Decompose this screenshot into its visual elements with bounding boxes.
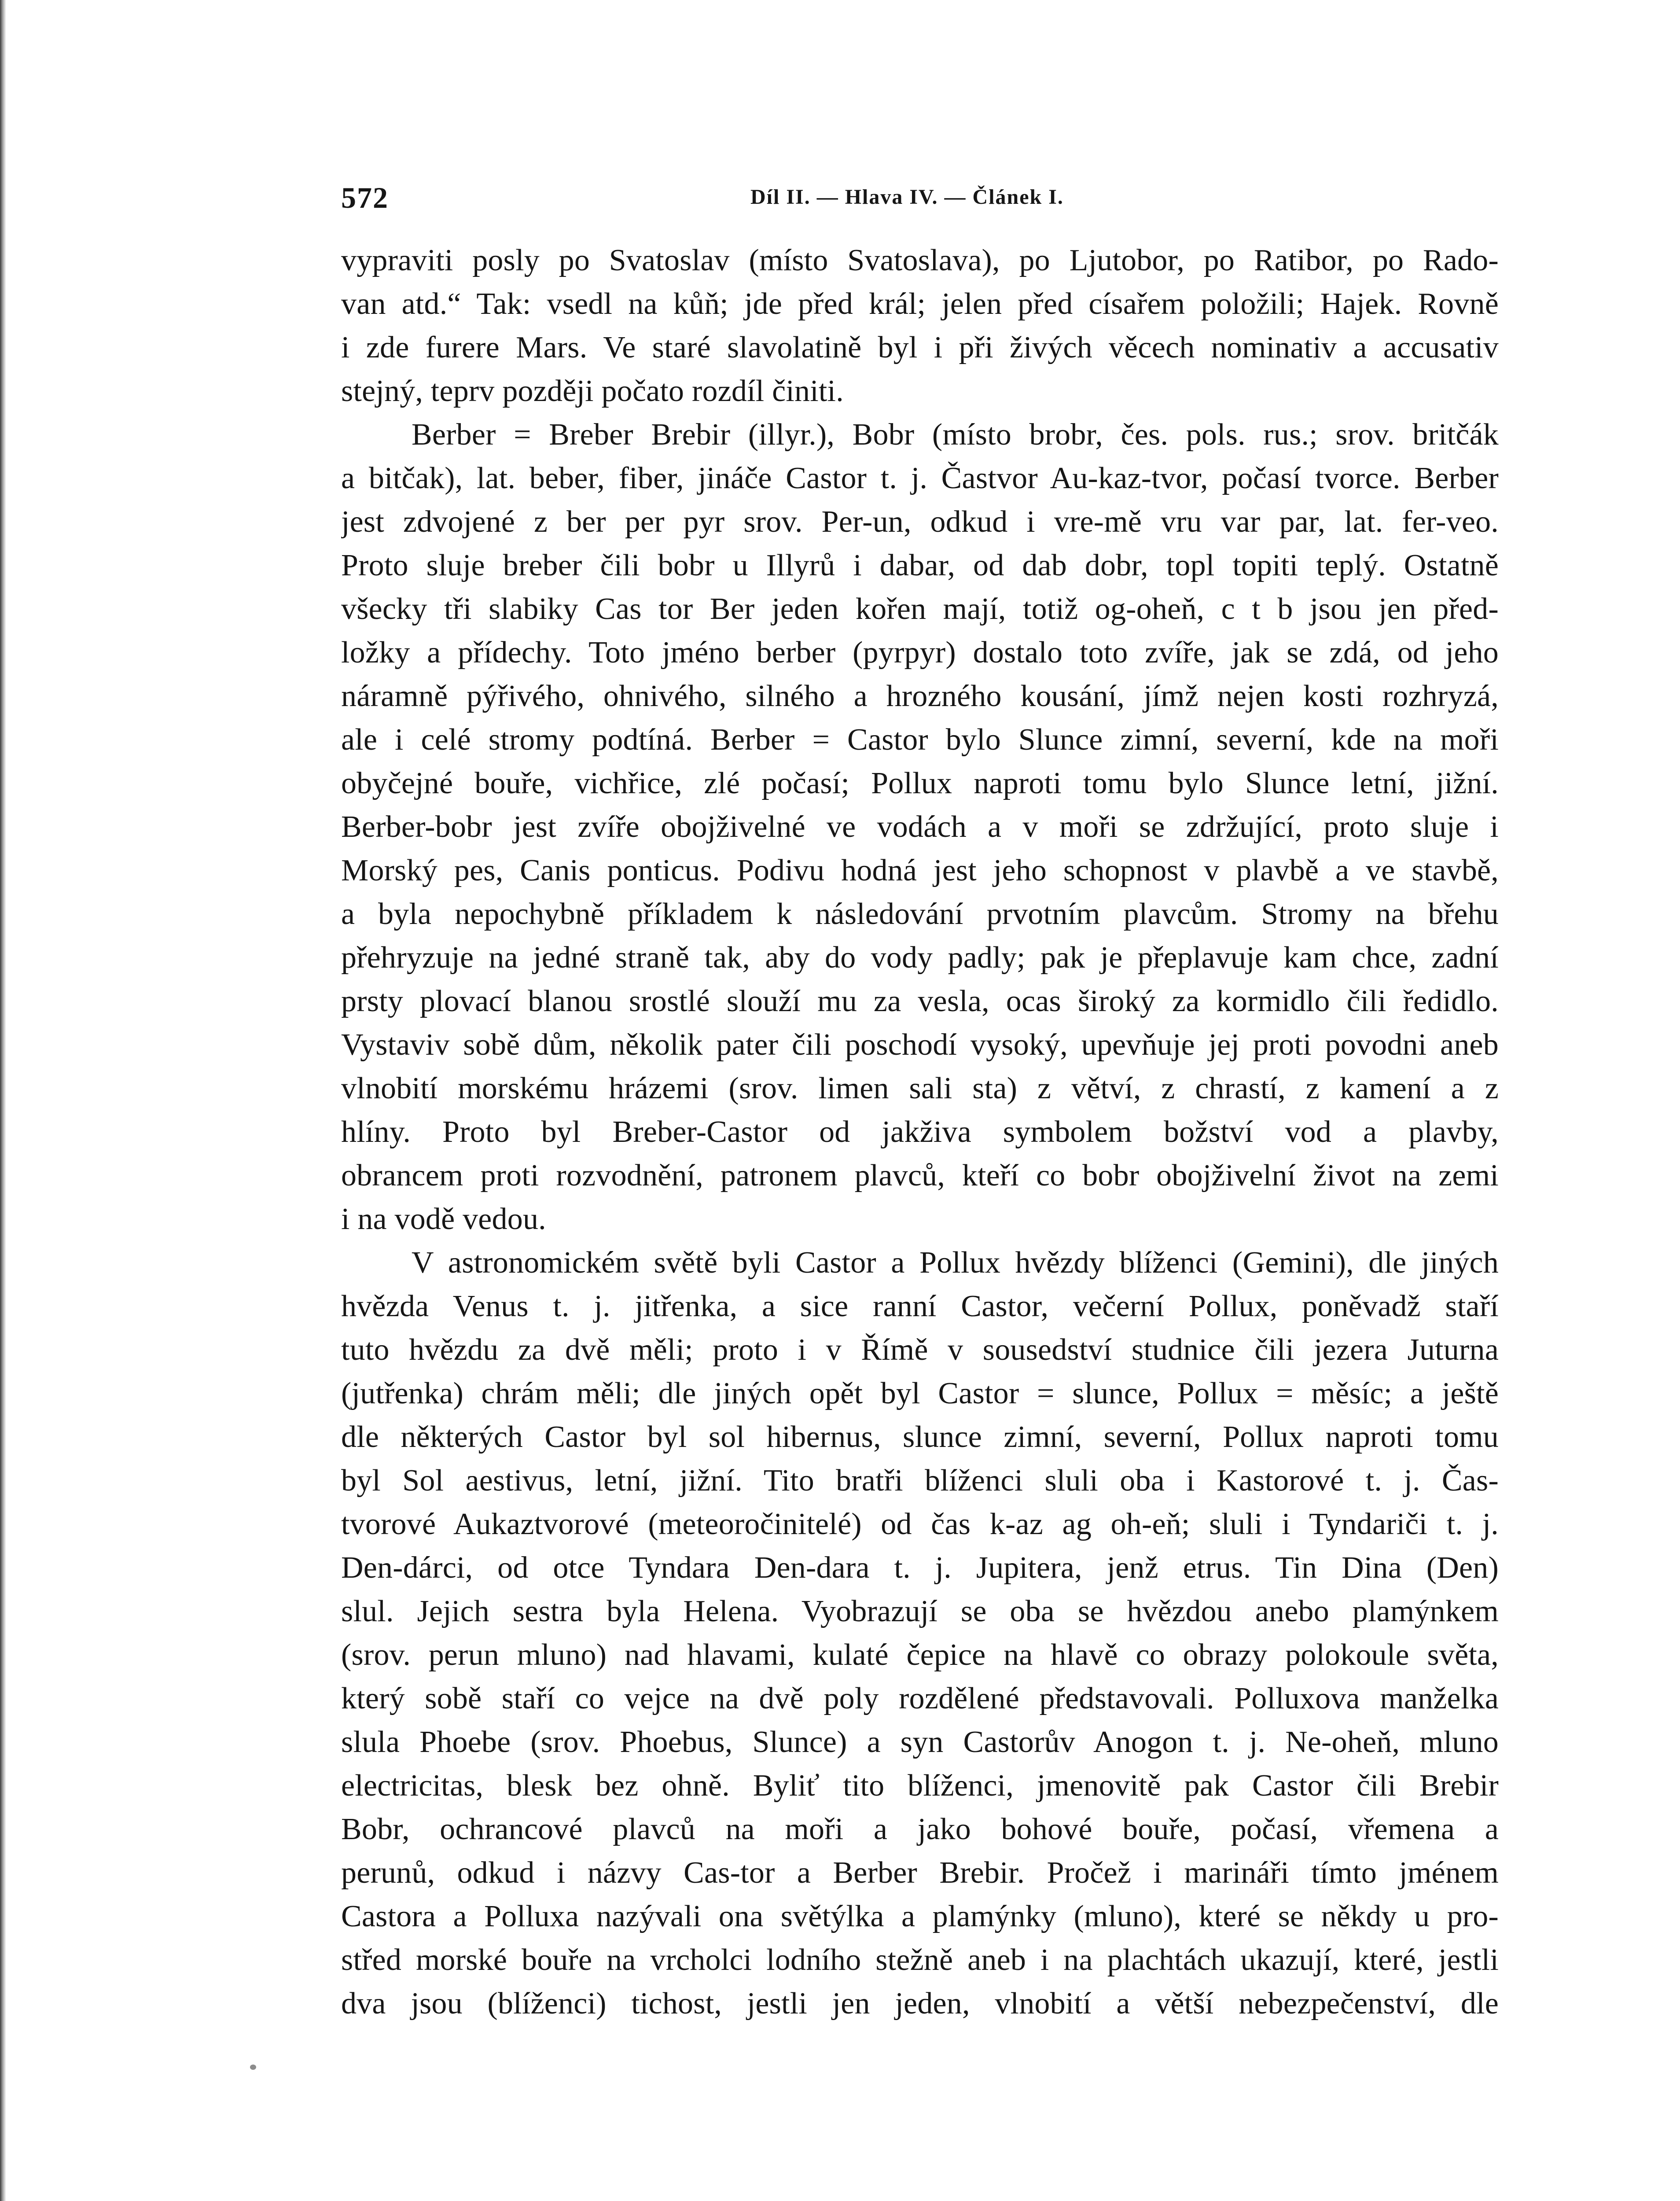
text-line: slul. Jejich sestra byla Helena. Vyobrazují se oba se hvězdou anebo plamýnkem — [341, 1594, 1499, 1628]
text-line: dva jsou (blíženci) tichost, jestli jen jeden, vlnobití a větší nebezpečenství, dle — [341, 1987, 1499, 2021]
text-line: ale i celé stromy podtíná. Berber = Castor bylo Slunce zimní, severní, kde na moři — [341, 723, 1499, 757]
text-line: perunů, odkud i názvy Cas-tor a Berber Brebir. Pročež i marináři tímto jménem — [341, 1856, 1499, 1890]
page-number: 572 — [341, 181, 389, 214]
text-line: Bobr, ochrancové plavců na moři a jako bohové bouře, počasí, vřemena a — [341, 1812, 1499, 1846]
text-line: prsty plovací blanou srostlé slouží mu za vesla, ocas široký za kormidlo čili ředidlo. — [341, 984, 1499, 1018]
running-title: Díl II. — Hlava IV. — Článek I. — [750, 185, 1064, 209]
text-line: Den-dárci, od otce Tyndara Den-dara t. j. Jupitera, jenž etrus. Tin Dina (Den) — [341, 1551, 1499, 1585]
text-line: tuto hvězdu za dvě měli; proto i v Římě v sousedství studnice čili jezera Juturna — [341, 1333, 1499, 1367]
text-line: a bitčak), lat. beber, fiber, jináče Castor t. j. Častvor Au-kaz-tvor, počasí tvorce. Berber — [341, 461, 1499, 495]
text-line: (jutřenka) chrám měli; dle jiných opět byl Castor = slunce, Pollux = měsíc; a ještě — [341, 1377, 1499, 1410]
text-line: Proto sluje breber čili bobr u Illyrů i dabar, od dab dobr, topl topiti teplý. Ostatně — [341, 548, 1499, 582]
running-head — [341, 180, 1499, 220]
text-line: obyčejné bouře, vichřice, zlé počasí; Pollux naproti tomu bylo Slunce letní, jižní. — [341, 766, 1499, 800]
text-line: electricitas, blesk bez ohně. Byliť tito blíženci, jmenovitě pak Castor čili Brebir — [341, 1769, 1499, 1803]
text-line: náramně pýřivého, ohnivého, silného a hrozného kousání, jímž nejen kosti rozhryzá, — [341, 679, 1499, 713]
text-line: vlnobití morskému hrázemi (srov. limen sali sta) z větví, z chrastí, z kamení a z — [341, 1071, 1499, 1105]
text-line: hvězda Venus t. j. jitřenka, a sice ranní Castor, večerní Pollux, poněvadž staří — [341, 1289, 1499, 1323]
text-line: Vystaviv sobě dům, několik pater čili poschodí vysoký, upevňuje jej proti povodni aneb — [341, 1028, 1499, 1062]
text-line: a byla nepochybně příkladem k následování prvotním plavcům. Stromy na břehu — [341, 897, 1499, 931]
text-line: Berber-bobr jest zvíře obojživelné ve vodách a v moři se zdržující, proto sluje i — [341, 810, 1499, 844]
text-line: Castora a Polluxa nazývali ona světýlka a plamýnky (mluno), které se někdy u pro- — [341, 1899, 1499, 1933]
ink-speck — [250, 2065, 256, 2070]
text-line: obrancem proti rozvodnění, patronem plavců, kteří co bobr obojživelní život na zemi — [341, 1159, 1499, 1193]
text-line: všecky tři slabiky Cas tor Ber jeden kořen mají, totiž og-oheň, c t b jsou jen před- — [341, 592, 1499, 626]
text-line: Morský pes, Canis ponticus. Podivu hodná jest jeho schopnost v plavbě a ve stavbě, — [341, 854, 1499, 887]
text-line: slula Phoebe (srov. Phoebus, Slunce) a syn Castorův Anogon t. j. Ne-oheň, mluno — [341, 1725, 1499, 1759]
text-line: ložky a přídechy. Toto jméno berber (pyrpyr) dostalo toto zvíře, jak se zdá, od jeho — [341, 636, 1499, 670]
text-line: (srov. perun mluno) nad hlavami, kulaté čepice na hlavě co obrazy polokoule světa, — [341, 1638, 1499, 1672]
text-line: který sobě staří co vejce na dvě poly rozdělené představovali. Polluxova manželka — [341, 1682, 1499, 1715]
text-line: van atd.“ Tak: vsedl na kůň; jde před král; jelen před císařem položili; Hajek. Rovně — [341, 287, 1499, 321]
text-line: i na vodě vedou. — [341, 1202, 546, 1236]
text-line: stejný, teprv později počato rozdíl činiti. — [341, 374, 844, 408]
text-line: jest zdvojené z ber per pyr srov. Per-un, odkud i vre-mě vru var par, lat. fer-veo. — [341, 505, 1499, 539]
text-line: střed morské bouře na vrcholci lodního stežně aneb i na plachtách ukazují, které, jestli — [341, 1943, 1499, 1977]
scan-edge-shadow — [0, 0, 6, 2201]
text-line: hlíny. Proto byl Breber-Castor od jakživa symbolem božství vod a plavby, — [341, 1115, 1499, 1149]
text-line: dle některých Castor byl sol hibernus, slunce zimní, severní, Pollux naproti tomu — [341, 1420, 1499, 1454]
text-line: byl Sol aestivus, letní, jižní. Tito bratři blíženci sluli oba i Kastorové t. j. Čas- — [341, 1464, 1499, 1498]
text-line: i zde furere Mars. Ve staré slavolatině byl i při živých věcech nominativ a accusativ — [341, 331, 1499, 364]
text-line: přehryzuje na jedné straně tak, aby do vody padly; pak je přeplavuje kam chce, zadní — [341, 941, 1499, 975]
body-text — [341, 239, 1499, 2025]
text-line: vypraviti posly po Svatoslav (místo Svatoslava), po Ljutobor, po Ratibor, po Rado- — [341, 243, 1499, 277]
text-line: tvorové Aukaztvorové (meteoročinitelé) od čas k-az ag oh-eň; sluli i Tyndariči t. j. — [341, 1507, 1499, 1541]
text-line: V astronomickém světě byli Castor a Pollux hvězdy blíženci (Gemini), dle jiných — [412, 1246, 1499, 1280]
text-line: Berber = Breber Brebir (illyr.), Bobr (místo brobr, čes. pols. rus.; srov. britčák — [412, 418, 1499, 452]
